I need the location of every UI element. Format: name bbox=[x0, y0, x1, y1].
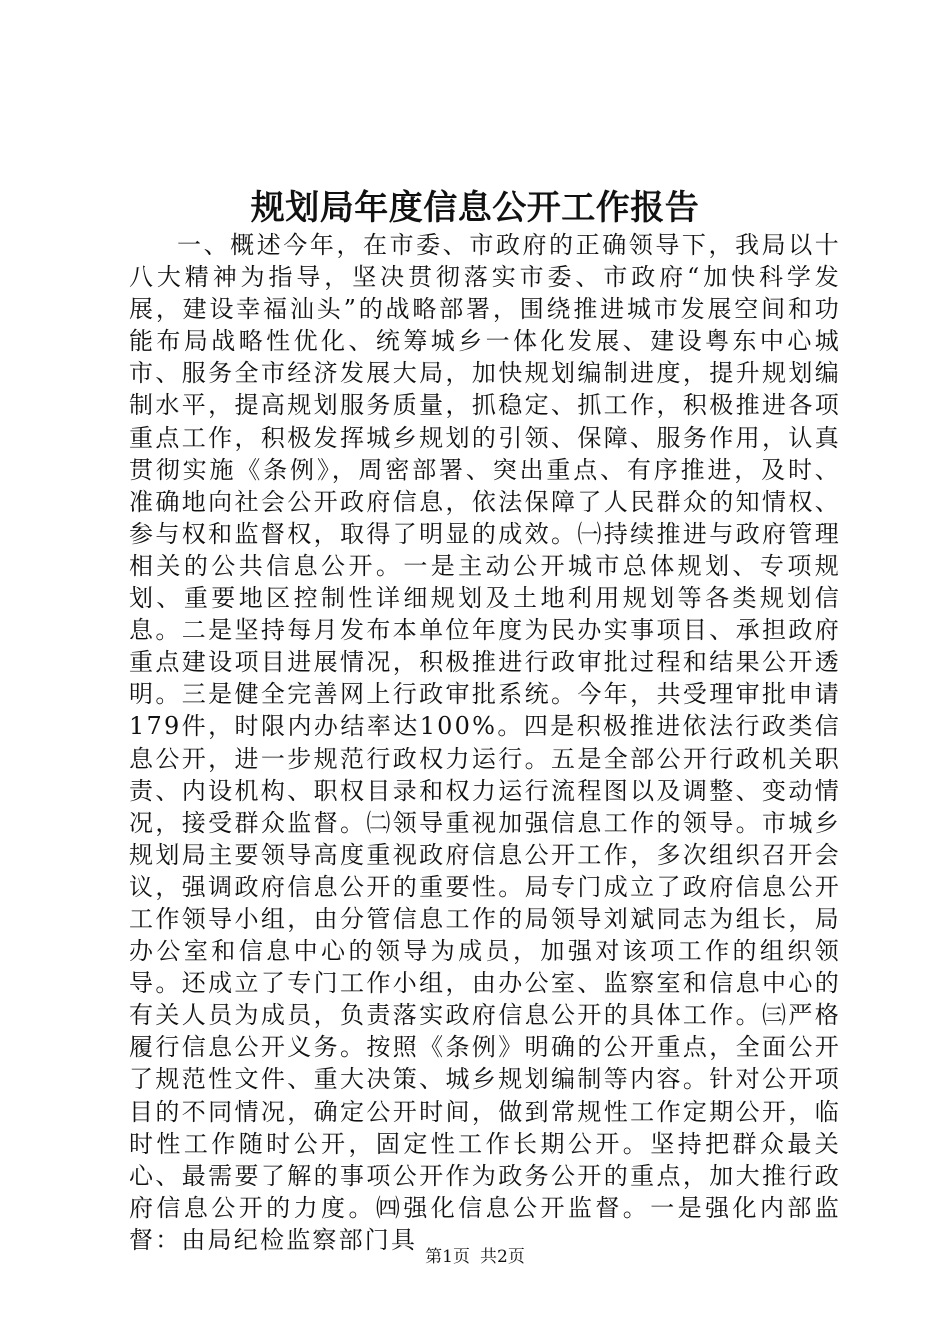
page-number-total: 共2页 bbox=[480, 1247, 525, 1267]
page-footer bbox=[0, 1246, 950, 1268]
document-body-text: 一、概述今年，在市委、市政府的正确领导下，我局以十八大精神为指导，坚决贯彻落实市委、市政府“加快科学发展，建设幸福汕头”的战略部署，围绕推进城市发展空间和功能布局战略性优化、统筹城乡一体化发展、建设粤东中心城市、服务全市经济发展大局，加快规划编制进度，提升规划编制水平，提高规划服务质量，抓稳定、抓工作，积极推进各项重点工作，积极发挥城乡规划的引领、保障、服务作用，认真贯彻实施《条例》，周密部署、突出重点、有序推进，及时、准确地向社会公开政府信息，依法保障了人民群众的知情权、参与权和监督权，取得了明显的成效。㈠持续推进与政府管理相关的公共信息公开。一是主动公开城市总体规划、专项规划、重要地区控制性详细规划及土地利用规划等各类规划信息。二是坚持每月发布本单位年度为民办实事项目、承担政府重点建设项目进展情况，积极推进行政审批过程和结果公开透明。三是健全完善网上行政审批系统。今年，共受理审批申请179件，时限内办结率达100%。四是积极推进依法行政类信息公开，进一步规范行政权力运行。五是全部公开行政机关职责、内设机构、职权目录和权力运行流程图以及调整、变动情况，接受群众监督。㈡领导重视加强信息工作的领导。市城乡规划局主要领导高度重视政府信息公开工作，多次组织召开会议，强调政府信息公开的重要性。局专门成立了政府信息公开工作领导小组，由分管信息工作的局领导刘斌同志为组长，局办公室和信息中心的领导为成员，加强对该项工作的组织领导。还成立了专门工作小组，由办公室、监察室和信息中心的有关人员为成员，负责落实政府信息公开的具体工作。㈢严格履行信息公开义务。按照《条例》明确的公开重点，全面公开了规范性文件、重大决策、城乡规划编制等内容。针对公开项目的不同情况，确定公开时间，做到常规性工作定期公开，临时性工作随时公开，固定性工作长期公开。坚持把群众最关心、最需要了解的事项公开作为政务公开的重点，加大推行政府信息公开的力度。㈣强化信息公开监督。一是强化内部监督：由局纪检监察部门具 bbox=[129, 231, 841, 1254]
page-number-current: 第1页 bbox=[425, 1247, 470, 1267]
document-title: 规划局年度信息公开工作报告 bbox=[250, 188, 700, 228]
